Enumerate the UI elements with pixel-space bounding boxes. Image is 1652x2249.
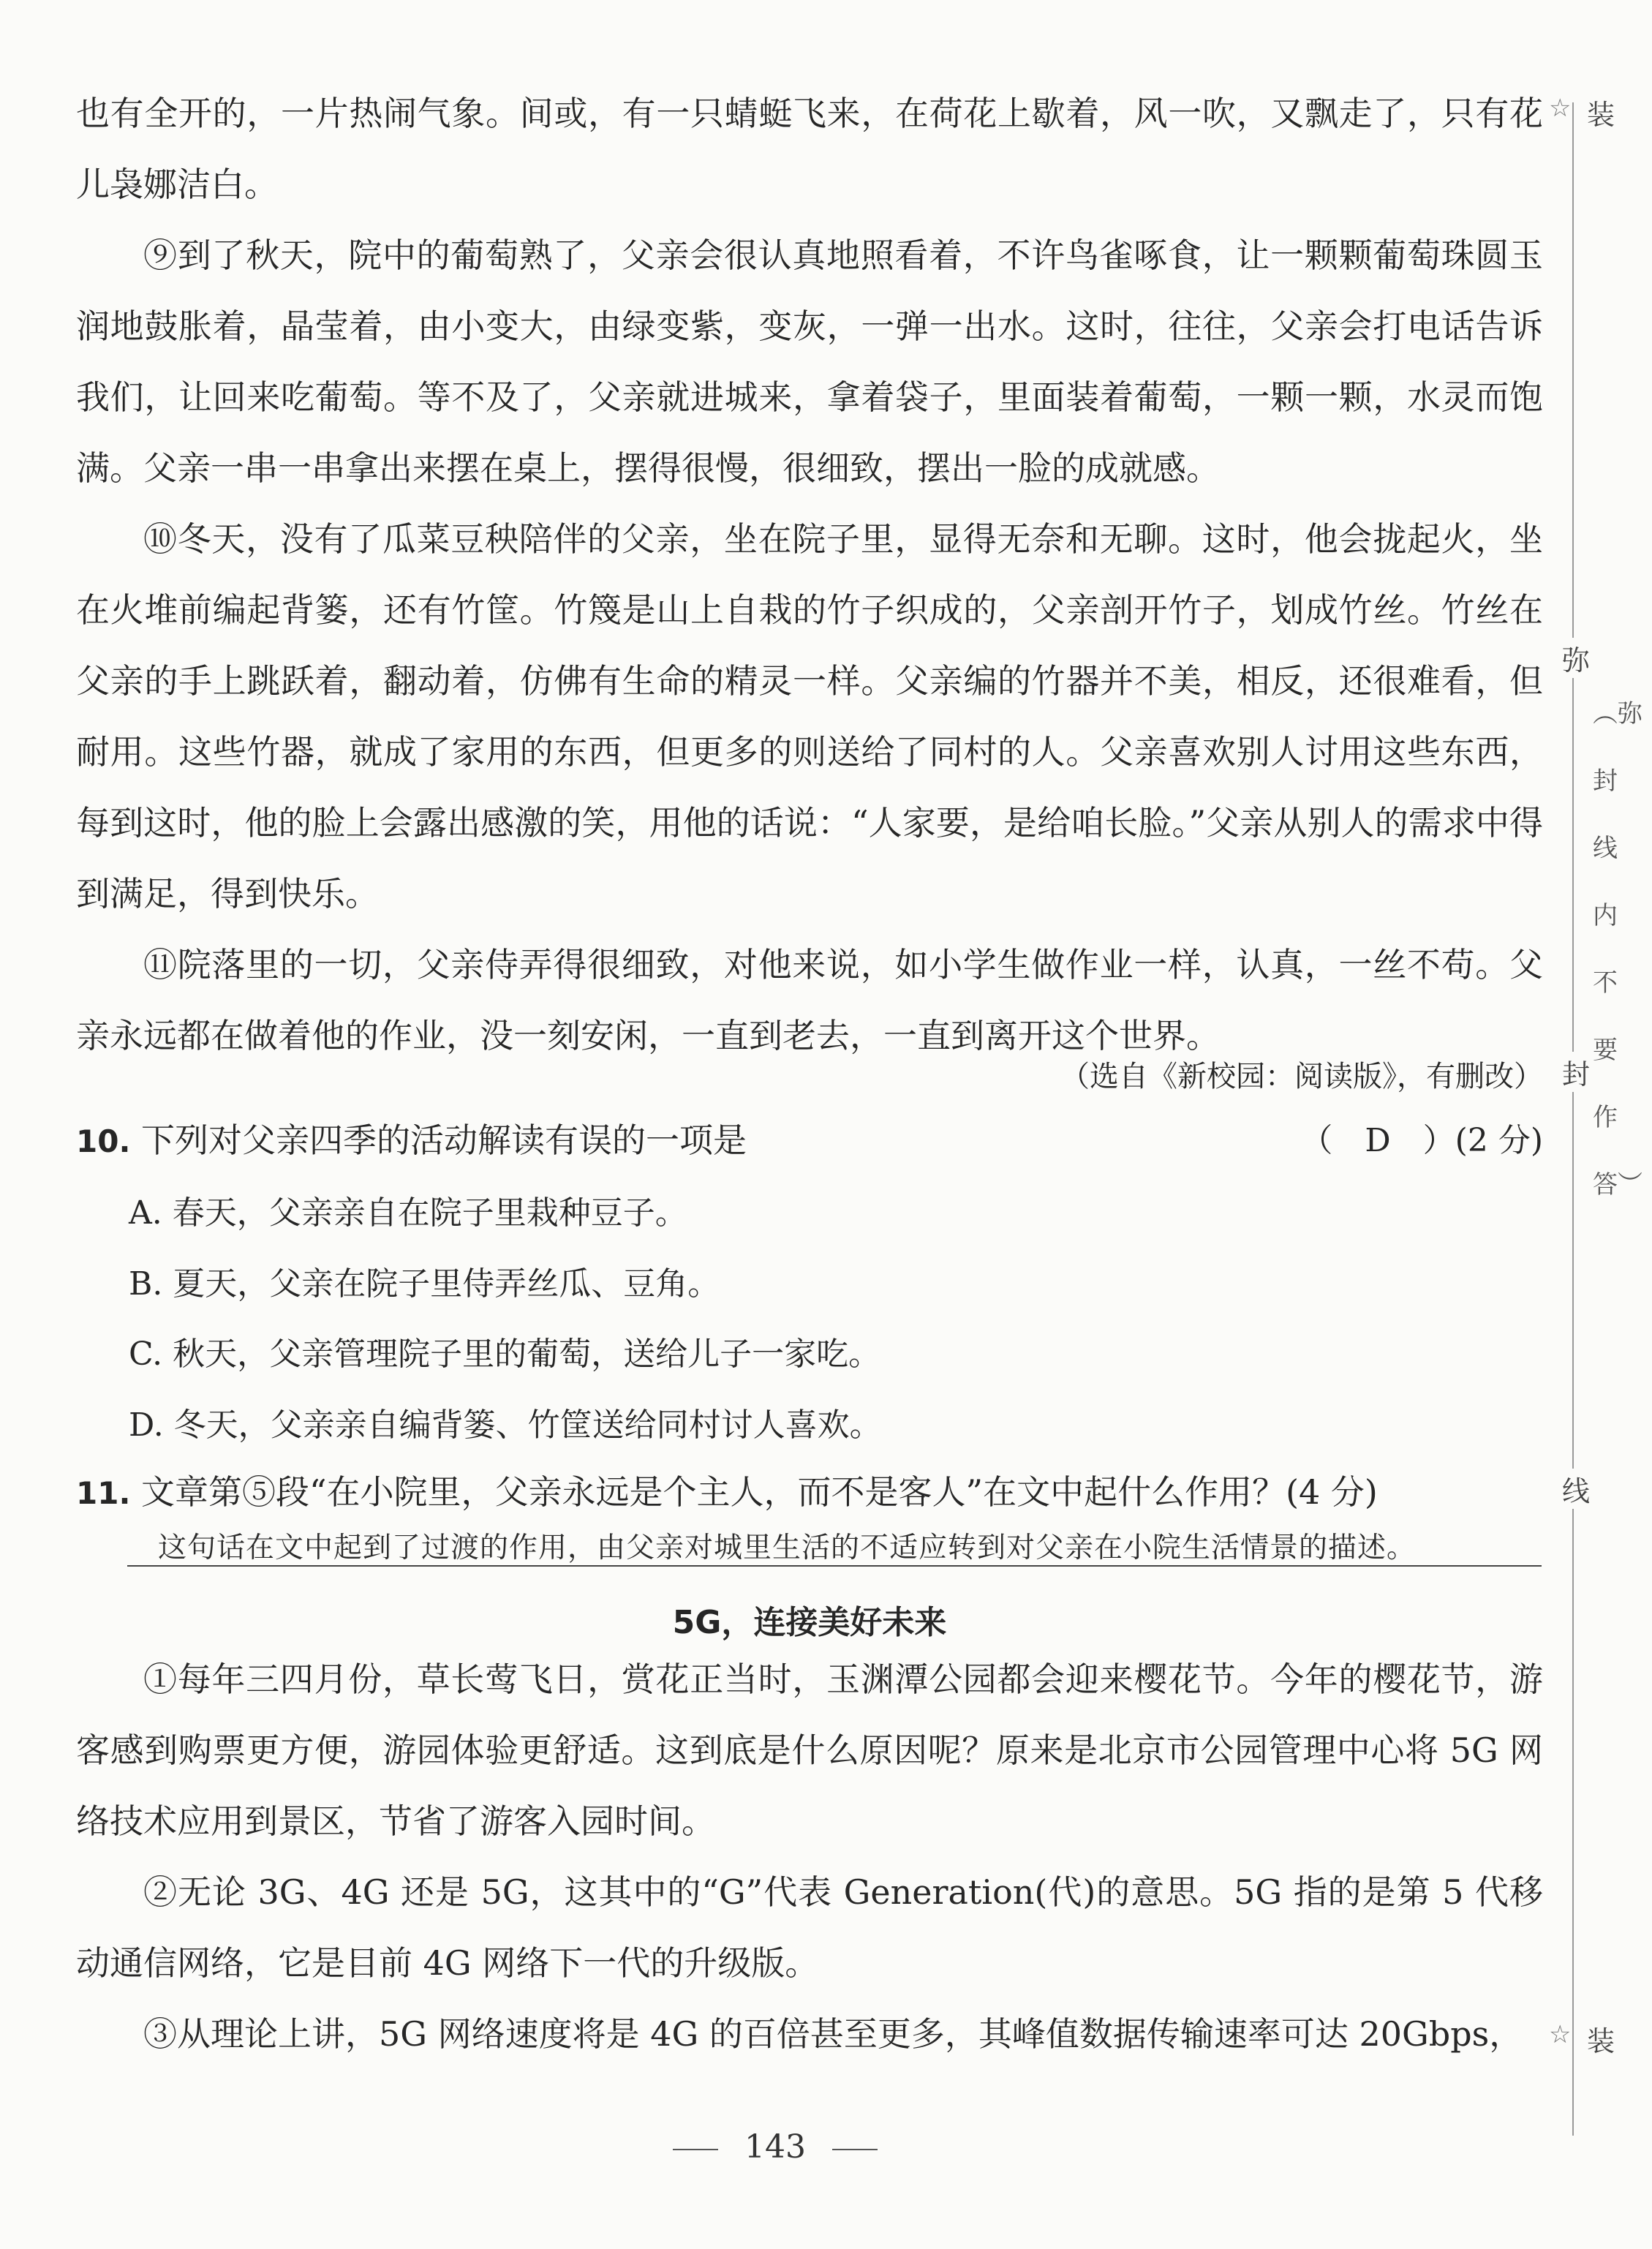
question-10-option-c: C. 秋天，父亲管理院子里的葡萄，送给儿子一家吃。 (129, 1336, 881, 1373)
question-10-option-b: B. 夏天，父亲在院子里侍弄丝瓜、豆角。 (129, 1265, 720, 1303)
star-icon-top: ☆ (1549, 94, 1572, 123)
question-10-option-d: D. 冬天，父亲亲自编背篓、竹筐送给同村讨人喜欢。 (129, 1406, 882, 1444)
story-paragraph-8-end: 也有全开的，一片热闹气象。间或，有一只蜻蜓飞来，在荷花上歇着，风一吹，又飘走了，只有花儿袅娜洁白。 (76, 94, 1543, 204)
story-section (76, 78, 1543, 1071)
star-icon-bottom: ☆ (1549, 2020, 1572, 2049)
binding-label-bottom: 装 (1587, 2025, 1615, 2057)
question-10-stem: 下列对父亲四季的活动解读有误的一项是 (141, 1120, 747, 1160)
article-paragraph-1: ①每年三四月份，草长莺飞日，赏花正当时，玉渊潭公园都会迎来樱花节。今年的樱花节，游客感到购票更方便，游园体验更舒适。这到底是什么原因呢？原来是北京市公园管理中心将 5G 网络技术应用到景区，节省了游客入园时间。 (76, 1660, 1543, 1841)
question-11-number: 11. (76, 1475, 131, 1511)
question-11 (76, 1466, 1378, 1514)
binding-label-feng: 封 (1562, 1052, 1590, 1092)
article-paragraph-3: ③从理论上讲，5G 网络速度将是 4G 的百倍甚至更多，其峰值数据传输速率可达 20Gbps， (143, 2014, 1523, 2054)
question-10-number: 10. (76, 1123, 131, 1159)
article-title: 5G，连接美好未来 (672, 1604, 947, 1641)
page-number: 143 (744, 2128, 806, 2166)
binding-label-mi: 弥 (1562, 638, 1590, 678)
footer-dash-right (832, 2149, 878, 2150)
binding-note-vertical: ︵弥封线内不要作答︶ (1593, 699, 1642, 1199)
binding-label-top: 装 (1587, 99, 1615, 131)
answer-line (127, 1565, 1542, 1567)
page-footer (0, 2128, 1550, 2166)
story-paragraph-11: ⑪院落里的一切，父亲侍弄得很细致，对他来说，如小学生做作业一样，认真，一丝不苟。父亲永远都在做着他的作业，没一刻安闲，一直到老去，一直到离开这个世界。 (76, 945, 1543, 1055)
question-10 (76, 1114, 1543, 1162)
question-11-handwritten-answer: 这句话在文中起到了过渡的作用，由父亲对城里生活的不适应转到对父亲在小院生活情景的描述。 (158, 1532, 1417, 1564)
question-10-answer: （ D ）(2 分) (1300, 1122, 1543, 1159)
question-11-stem: 文章第⑤段“在小院里，父亲永远是个主人，而不是客人”在文中起什么作用？(4 分) (141, 1472, 1378, 1512)
story-paragraph-9: ⑨到了秋天，院中的葡萄熟了，父亲会很认真地照看着，不许鸟雀啄食，让一颗颗葡萄珠圆玉润地鼓胀着，晶莹着，由小变大，由绿变紫，变灰，一弹一出水。这时，往往，父亲会打电话告诉我们，让回来吃葡萄。等不及了，父亲就进城来，拿着袋子，里面装着葡萄，一颗一颗，水灵而饱满。父亲一串一串拿出来摆在桌上，摆得很慢，很细致，摆出一脸的成就感。 (76, 236, 1543, 488)
question-10-option-a: A. 春天，父亲亲自在院子里栽种豆子。 (129, 1194, 687, 1232)
source-citation: （选自《新校园：阅读版》，有删改） (1060, 1060, 1543, 1093)
article-paragraph-2: ②无论 3G、4G 还是 5G，这其中的“G”代表 Generation(代)的意思。5G 指的是第 5 代移动通信网络，它是目前 4G 网络下一代的升级版。 (76, 1872, 1543, 1983)
article-5g (76, 1644, 1543, 2070)
binding-label-xian: 线 (1562, 1469, 1590, 1509)
story-paragraph-10: ⑩冬天，没有了瓜菜豆秧陪伴的父亲，坐在院子里，显得无奈和无聊。这时，他会拢起火，坐在火堆前编起背篓，还有竹筐。竹篾是山上自栽的竹子织成的，父亲剖开竹子，划成竹丝。竹丝在父亲的手上跳跃着，翻动着，仿佛有生命的精灵一样。父亲编的竹器并不美，相反，还很难看，但耐用。这些竹器，就成了家用的东西，但更多的则送给了同村的人。父亲喜欢别人讨用这些东西，每到这时，他的脸上会露出感激的笑，用他的话说：“人家要，是给咱长脸。”父亲从别人的需求中得到满足，得到快乐。 (76, 519, 1543, 913)
binding-line (1572, 102, 1574, 2136)
footer-dash-left (673, 2149, 718, 2150)
